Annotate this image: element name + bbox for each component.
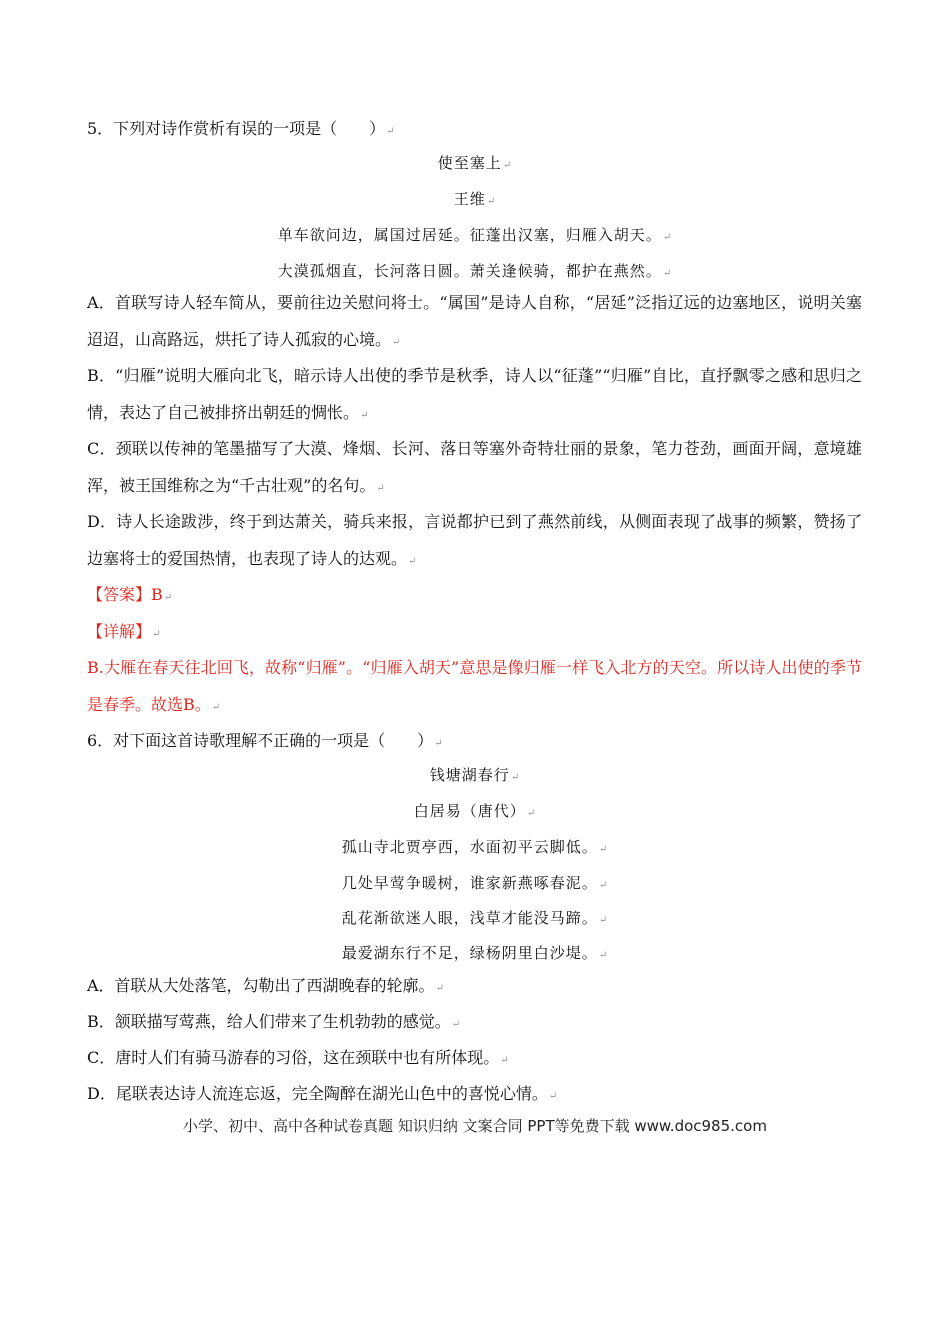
q6-poem-line-3: 乱花渐欲迷人眼，浅草才能没马蹄。↵ [341, 909, 609, 927]
q5-option-d: D．诗人长途跋涉，终于到达萧关，骑兵来报，言说都护已到了燕然前线，从侧面表现了战事的频繁，赞扬了边塞将士的爱国热情，也表现了诗人的达观。↵ [87, 512, 862, 568]
q5-explain-text: B.大雁在春天往北回飞，故称“归雁”。“归雁入胡天”意思是像归雁一样飞入北方的天空。所以诗人出使的季节是春季。故选B。↵ [87, 658, 862, 714]
q5-poem-title: 使至塞上↵ [437, 154, 513, 172]
q6-poem-author: 白居易（唐代）↵ [413, 802, 537, 820]
q6-option-a: A．首联从大处落笔，勾勒出了西湖晚春的轮廓。↵ [87, 976, 444, 995]
q6-poem-line-2: 几处早莺争暖树，谁家新燕啄春泥。↵ [341, 874, 609, 892]
q5-poem-line-2: 大漠孤烟直，长河落日圆。萧关逢候骑，都护在燕然。↵ [277, 262, 673, 280]
q6-option-c: C．唐时人们有骑马游春的习俗，这在颈联中也有所体现。↵ [87, 1048, 509, 1067]
q5-poem-author: 王维↵ [453, 190, 497, 208]
page-footer: 小学、初中、高中各种试卷真题 知识归纳 文案合同 PPT等免费下载 www.doc985.com [183, 1117, 767, 1135]
q5-option-a: A．首联写诗人轻车简从，要前往边关慰问将士。“属国”是诗人自称，“居延”泛指辽远的边塞地区，说明关塞迢迢，山高路远，烘托了诗人孤寂的心境。↵ [87, 293, 862, 349]
q6-stem: 6．对下面这首诗歌理解不正确的一项是（ ）↵ [87, 731, 443, 750]
q5-explain-label: 【详解】↵ [87, 622, 161, 641]
q6-option-b: B．颔联描写莺燕，给人们带来了生机勃勃的感觉。↵ [87, 1012, 461, 1031]
q5-poem-line-1: 单车欲问边，属国过居延。征蓬出汉塞，归雁入胡天。↵ [277, 226, 673, 244]
q5-option-b: B．“归雁”说明大雁向北飞，暗示诗人出使的季节是秋季，诗人以“征蓬”“归雁”自比，直抒飘零之感和思归之情，表达了自己被排挤出朝廷的惆怅。↵ [87, 366, 862, 422]
q6-poem-line-1: 孤山寺北贾亭西，水面初平云脚低。↵ [341, 838, 609, 856]
q6-poem-line-4: 最爱湖东行不足，绿杨阴里白沙堤。↵ [341, 944, 609, 962]
q5-stem: 5．下列对诗作赏析有误的一项是（ ）↵ [87, 119, 395, 138]
q5-option-c: C．颈联以传神的笔墨描写了大漠、烽烟、长河、落日等塞外奇特壮丽的景象，笔力苍劲，画面开阔，意境雄浑，被王国维称之为“千古壮观”的名句。↵ [87, 439, 862, 495]
q6-poem-title: 钱塘湖春行↵ [429, 766, 521, 784]
q6-option-d: D．尾联表达诗人流连忘返，完全陶醉在湖光山色中的喜悦心情。↵ [87, 1084, 558, 1103]
q5-answer: 【答案】B↵ [87, 585, 173, 604]
